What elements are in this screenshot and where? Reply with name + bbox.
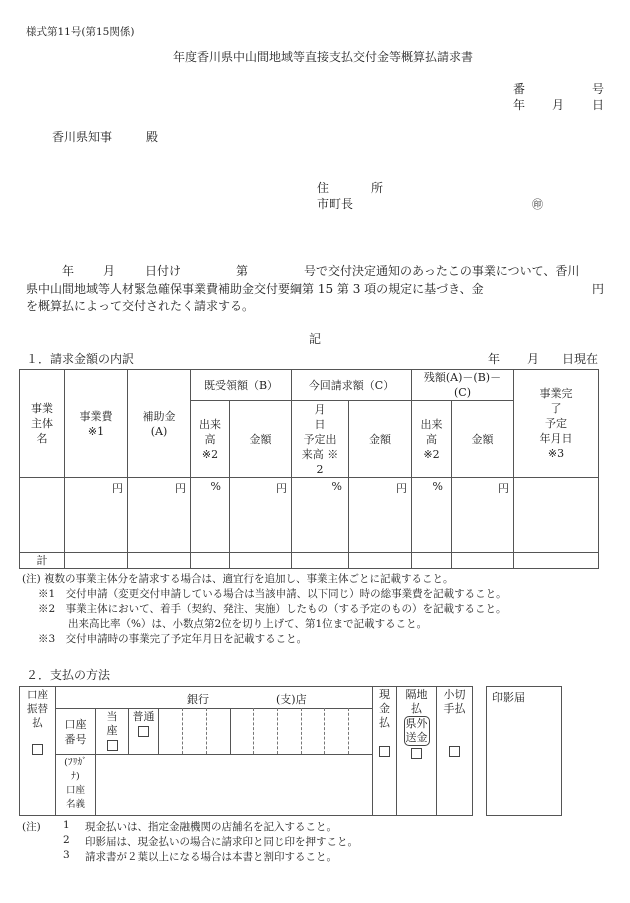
header-received: 既受領額（B） [203,378,279,392]
total-label: 計 [36,554,48,567]
seal-registration-label: 印影届 [492,691,525,704]
check-payment: 小切 手払 [437,688,472,758]
header-entity: 事業 主体 名 [31,402,53,445]
note-1: (注) 複数の事業主体分を請求する場合は、適宜行を追加し、事業主体ごとに記載すること。 [22,573,454,585]
body-line3: を概算払によって交付されたく請求する。 [26,299,255,313]
header-subsidy: 補助金 (A) [142,409,176,438]
doc-number-ban: 番 [513,82,526,96]
payment-note-prefix: (注) [22,821,41,833]
unit-cost-yen: 円 [112,482,123,495]
as-of-text: 日現在 [562,352,599,366]
checking-checkbox[interactable] [107,740,118,751]
unit-received-percent: % [210,480,221,493]
unit-current-percent: % [331,480,342,493]
account-number-label: 口座 番号 [64,717,87,746]
payment-note-1: 現金払いは、指定金融機関の店舗名を記入すること。 [85,821,337,833]
addressee-honorific: 殿 [146,130,159,144]
remote-payment: 隔地 払 県外 送金 [397,688,436,760]
header-current-progress: 月 日 予定出 来高 ※ 2 [301,402,339,476]
note-4: 出来高比率（%）は、小数点第2位を切り上げて、第1位まで記載すること。 [68,618,428,630]
account-name-kana-label: (ﾌﾘｶﾞ ﾅ) 口座 名義 [64,757,87,810]
header-remaining: 残額(A)－(B)－ (C) [423,371,502,399]
header-current-amount: 金額 [369,432,391,446]
doc-date-day: 日 [592,98,605,112]
checking-account: 当 座 [96,710,128,752]
body-line2: 県中山間地域等人材緊急確保事業費補助金交付要綱第 15 第 3 項の規定に基づき、金 [26,282,484,296]
bank-label: 銀行 [187,693,209,706]
body-month: 月 [103,264,116,278]
header-remaining-progress: 出来 高 ※2 [420,417,443,461]
body-day: 日付け [145,264,182,278]
header-cost: 事業費 ※1 [79,409,113,438]
unit-remaining-percent: % [432,480,443,493]
body-line1-rest: 号で交付決定通知のあったこの事業について、香川 [304,264,580,278]
note-3: ※2 事業主体において、着手（契約、発注、実施）したもの（する予定のもの）を記載すること。 [38,603,507,615]
unit-current-yen: 円 [396,482,407,495]
payment-note-3-num: 3 [63,849,70,861]
unit-subsidy-yen: 円 [175,482,186,495]
section1-heading: １．請求金額の内訳 [26,352,135,366]
addressee-name: 香川県知事 [52,130,113,144]
payment-note-1-num: 1 [63,819,70,831]
body-dai: 第 [236,264,249,278]
address-label-1: 住 [317,181,330,195]
payment-note-2-num: 2 [63,834,70,846]
payment-note-2: 印影届は、現金払いの場合に請求印と同じ印を押すこと。 [85,836,358,848]
unit-remaining-yen: 円 [498,482,509,495]
as-of-year: 年 [488,352,501,366]
doc-date-year: 年 [513,98,526,112]
header-received-progress: 出来 高 ※2 [199,417,221,461]
note-2: ※1 交付申請（変更交付申請している場合は当該申請、以下同じ）時の総事業費を記載すること。 [38,588,507,600]
savings-checkbox[interactable] [138,726,149,737]
header-remaining-amount: 金額 [471,432,494,446]
check-checkbox[interactable] [449,746,460,757]
doc-number-go: 号 [592,82,605,96]
mayor-label: 市町長 [317,197,354,211]
note-5: ※3 交付申請時の事業完了予定年月日を記載すること。 [38,633,308,645]
as-of-month: 月 [527,352,540,366]
ki-label: 記 [309,332,322,346]
unit-received-yen: 円 [276,482,287,495]
seal-mark-icon: ㊞ [532,198,543,211]
payment-note-3: 請求書が２葉以上になる場合は本書と割印すること。 [85,851,337,863]
remote-checkbox[interactable] [411,748,422,759]
cash-checkbox[interactable] [379,746,390,757]
cash-payment: 現 金 払 [373,688,396,758]
doc-date-month: 月 [552,98,565,112]
branch-label: (支)店 [276,693,307,706]
header-current: 今回請求額（C） [308,378,395,392]
section2-heading: ２．支払の方法 [26,668,111,682]
savings-account: 普通 [129,710,158,738]
header-received-amount: 金額 [249,432,272,446]
body-year: 年 [62,264,75,278]
transfer-checkbox[interactable] [32,744,43,755]
address-label-2: 所 [371,181,384,195]
transfer-payment: 口座 振替 払 [20,688,55,756]
form-number: 様式第11号(第15関係) [26,26,135,38]
header-completion: 事業完 了 予定 年月日 ※3 [539,387,573,460]
body-line2-yen: 円 [592,282,605,296]
page-title: 年度香川県中山間地域等直接支払交付金等概算払請求書 [173,50,474,64]
